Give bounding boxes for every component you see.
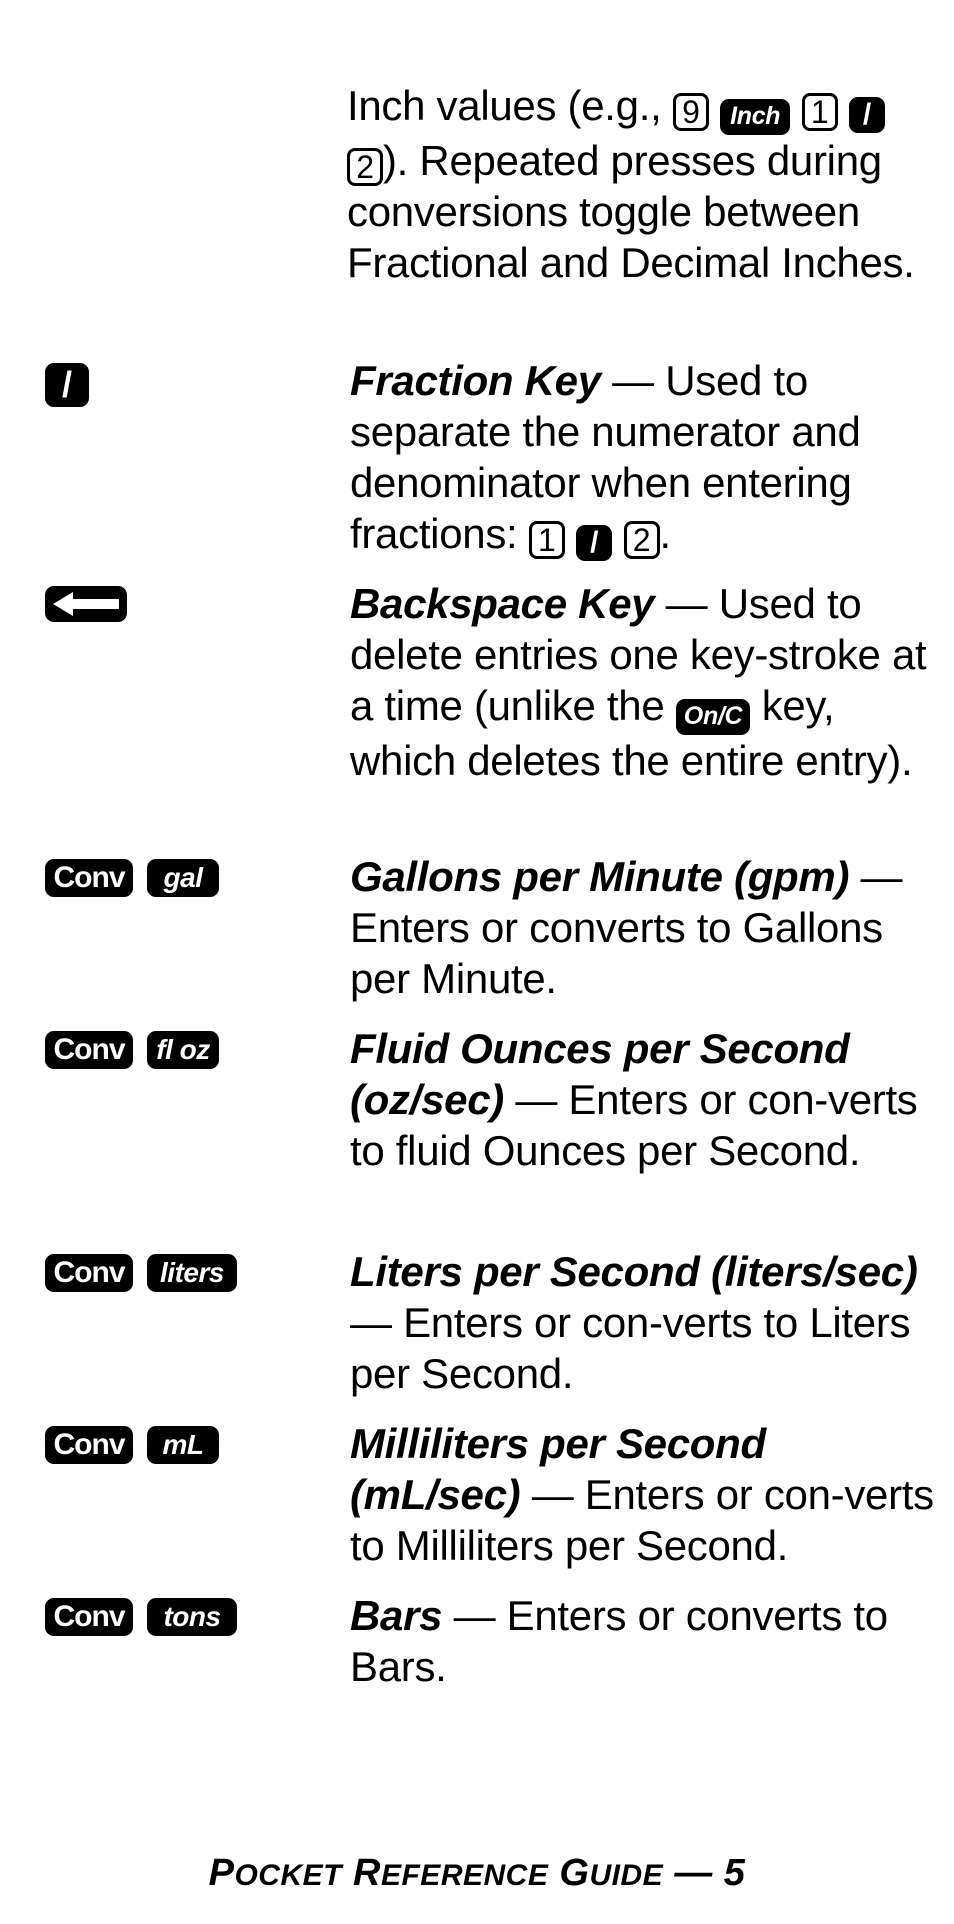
term-bars: Bars <box>350 1592 443 1639</box>
liters-key-icon: liters <box>147 1254 237 1292</box>
page-number: — 5 <box>663 1852 746 1894</box>
term-liters-sec: Liters per Second (liters/sec) <box>350 1248 918 1295</box>
tons-key-icon: tons <box>147 1598 237 1636</box>
term-oz-sec: Fluid Ounces per Second (oz/sec) <box>350 1025 850 1123</box>
key-2-icon: 2 <box>347 148 383 186</box>
term-fraction-key: Fraction Key <box>350 357 601 404</box>
intro-paragraph: Inch values (e.g., 9 Inch 1 / 2 ). Repeated presses during conversions toggle between Fractional and Decimal Inches. <box>347 82 915 286</box>
conv-key-icon: Conv <box>45 1254 133 1292</box>
term-gpm: Gallons per Minute (gpm) <box>350 853 850 900</box>
key-1-icon: 1 <box>529 521 565 559</box>
ml-key-icon: mL <box>147 1426 219 1464</box>
term-ml-sec: Milliliters per Second (mL/sec) <box>350 1420 766 1518</box>
key-2-icon: 2 <box>624 521 660 559</box>
backspace-arrow-icon <box>45 586 127 622</box>
conv-key-icon: Conv <box>45 859 133 897</box>
key-1-icon: 1 <box>802 93 838 131</box>
page-footer: POCKET REFERENCE GUIDE — 5 <box>208 1852 746 1894</box>
conv-key-icon: Conv <box>45 1031 133 1069</box>
conv-key-icon: Conv <box>45 1598 133 1636</box>
fl-oz-key-icon: fl oz <box>147 1031 219 1069</box>
fraction-key-icon: / <box>849 97 885 133</box>
conv-key-icon: Conv <box>45 1426 133 1464</box>
key-9-icon: 9 <box>673 93 709 131</box>
on-c-key-icon: On/C <box>676 699 751 735</box>
term-backspace-key: Backspace Key <box>350 580 655 627</box>
manual-page: Inch values (e.g., 9 Inch 1 / 2 ). Repeated presses during conversions toggle between Fractional and Decimal Inches. / Fraction Key — Used to separate the numerator and denominator when entering fractions: 1 / 2 . Backspace Key — Used to delete entries one key-stroke at a time (unlike the On/C key, which deletes the entire entry). Conv gal Gallons per Minute (gpm) — Enters or converts to Gallons per Minute. Conv fl oz Fluid Ounces per Second (oz/sec) — Enters or con-verts to fluid Ounces per Second. Conv liters Liters per Second (liters/sec) — Enters or con-verts to Liters per Second. Conv mL Milliliters per Second (mL/sec) — Enters or con-verts to Milliliters per Second. Conv tons Bars — Enters or converts to Bars. POCKET REFERENCE GUIDE — 5 <box>0 0 954 1924</box>
gal-key-icon: gal <box>147 859 219 897</box>
fraction-key-icon: / <box>576 525 612 561</box>
inch-key-icon: Inch <box>720 99 790 135</box>
fraction-key-icon: / <box>45 363 89 407</box>
